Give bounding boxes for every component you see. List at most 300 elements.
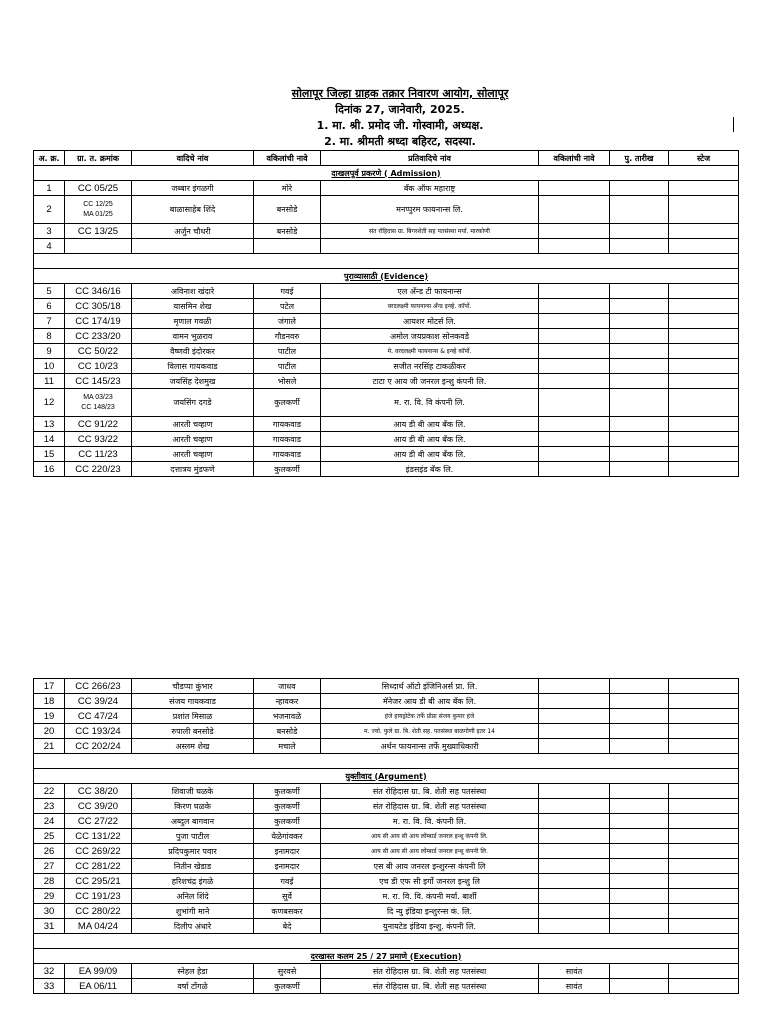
serial-cell: 18 (34, 694, 65, 709)
case-number-cell (65, 389, 132, 417)
serial-cell: 10 (34, 359, 65, 374)
opponent-cell: मनप्पुरम फायनान्स लि. (321, 196, 539, 224)
complainant-cell: आरती चव्हाण (132, 417, 254, 432)
complainant-advocate-cell (254, 239, 321, 254)
complainant-cell: रुपाली बनसोडे (132, 724, 254, 739)
text-cursor-mark (733, 117, 734, 132)
opponent-advocate-cell (539, 724, 610, 739)
stage-cell (669, 344, 739, 359)
table-row (34, 799, 739, 814)
next-date-cell (610, 874, 669, 889)
next-date-cell (610, 739, 669, 754)
opponent-cell: आय डी बी आय बँक लि. (321, 447, 539, 462)
complainant-cell: संजय गायकवाड (132, 694, 254, 709)
complainant-advocate-cell: इनामदार (254, 859, 321, 874)
opponent-cell: टाटा ए आय जी जनरल इन्शु कंपनी लि. (321, 374, 539, 389)
stage-cell (669, 359, 739, 374)
col-complainant-advocate: वकिलांची नावे (254, 151, 321, 166)
opponent-cell: अमोल जयप्रकाश सोनकवडे (321, 329, 539, 344)
serial-cell: 23 (34, 799, 65, 814)
serial-cell: 15 (34, 447, 65, 462)
stage-cell (669, 829, 739, 844)
next-date-cell (610, 196, 669, 224)
section-row-argument (34, 769, 739, 784)
serial-cell: 1 (34, 181, 65, 196)
cause-list-table-page-1 (33, 150, 739, 477)
table-row (34, 964, 739, 979)
table-row (34, 181, 739, 196)
table-row (34, 844, 739, 859)
stage-cell (669, 814, 739, 829)
next-date-cell (610, 417, 669, 432)
complainant-cell: आरती चव्हाण (132, 447, 254, 462)
complainant-cell: जब्बार इंगळगी (132, 181, 254, 196)
next-date-cell (610, 359, 669, 374)
opponent-cell: अर्थन फायनान्स तर्फे मुख्याधिकारी (321, 739, 539, 754)
stage-cell (669, 679, 739, 694)
col-next-date: पु. तारीख (610, 151, 669, 166)
serial-cell: 13 (34, 417, 65, 432)
case-number-cell: CC 13/25 (65, 224, 132, 239)
complainant-advocate-cell: कुलकर्णी (254, 979, 321, 994)
case-number-cell: CC 93/22 (65, 432, 132, 447)
section-label: युक्तीवाद (Argument) (34, 769, 739, 784)
case-number-cell: MA 04/24 (65, 919, 132, 934)
opponent-cell: संत रोहिदास ग्रा. बिगरशेती सह पतसंस्था मर्या. मारकोणी (321, 224, 539, 239)
cause-list-table-page-2 (33, 678, 739, 994)
table-row (34, 344, 739, 359)
stage-cell (669, 904, 739, 919)
serial-cell: 7 (34, 314, 65, 329)
complainant-advocate-cell: गायकवाड (254, 447, 321, 462)
complainant-advocate-cell: बेदे (254, 919, 321, 934)
complainant-advocate-cell: भोसले (254, 374, 321, 389)
member-president: 1. मा. श्री. प्रमोद जी. गोस्वामी, अध्यक्ष. (316, 119, 484, 132)
complainant-advocate-cell: कुलकर्णी (254, 389, 321, 417)
opponent-advocate-cell (539, 739, 610, 754)
serial-cell: 21 (34, 739, 65, 754)
complainant-cell: जयसिंग दगडे (132, 389, 254, 417)
table-row (34, 919, 739, 934)
case-number-cell: CC 38/20 (65, 784, 132, 799)
stage-cell (669, 284, 739, 299)
case-number-cell: CC 202/24 (65, 739, 132, 754)
complainant-cell: यासमिन शेख (132, 299, 254, 314)
case-number-cell: CC 220/23 (65, 462, 132, 477)
complainant-cell: अविनाश खंदारे (132, 284, 254, 299)
table-row (34, 284, 739, 299)
serial-cell: 25 (34, 829, 65, 844)
opponent-advocate-cell (539, 694, 610, 709)
next-date-cell (610, 224, 669, 239)
complainant-cell: नितीन खेडाड (132, 859, 254, 874)
serial-cell: 29 (34, 889, 65, 904)
serial-cell: 28 (34, 874, 65, 889)
complainant-cell: दिलीप अंधारे (132, 919, 254, 934)
complainant-advocate-cell: बनसोडे (254, 224, 321, 239)
table-row (34, 904, 739, 919)
section-label: दाखलपूर्व प्रकरणे ( Admission) (34, 166, 739, 181)
opponent-cell: युनायटेड इंडिया इन्शु. कंपनी लि. (321, 919, 539, 934)
opponent-advocate-cell (539, 344, 610, 359)
spacer-row (34, 254, 739, 269)
case-number-cell (65, 239, 132, 254)
next-date-cell (610, 724, 669, 739)
serial-cell: 16 (34, 462, 65, 477)
serial-cell: 12 (34, 389, 65, 417)
serial-cell: 30 (34, 904, 65, 919)
complainant-advocate-cell: कुलकर्णी (254, 799, 321, 814)
complainant-advocate-cell: जाधव (254, 679, 321, 694)
serial-cell: 4 (34, 239, 65, 254)
stage-cell (669, 196, 739, 224)
next-date-cell (610, 344, 669, 359)
serial-cell: 27 (34, 859, 65, 874)
opponent-advocate-cell (539, 814, 610, 829)
opponent-advocate-cell (539, 799, 610, 814)
spacer-row (34, 754, 739, 769)
case-number-cell: CC 269/22 (65, 844, 132, 859)
next-date-cell (610, 919, 669, 934)
opponent-cell: एच डी एफ सी इर्गो जनरल इन्शु लि (321, 874, 539, 889)
complainant-cell: विलास गायकवाड (132, 359, 254, 374)
opponent-cell: संत रोहिदास ग्रा. बि. शेती सह पतसंस्था (321, 964, 539, 979)
complainant-advocate-cell: पाटील (254, 344, 321, 359)
case-number-cell: CC 174/19 (65, 314, 132, 329)
serial-cell: 33 (34, 979, 65, 994)
table-row (34, 374, 739, 389)
next-date-cell (610, 799, 669, 814)
opponent-advocate-cell (539, 299, 610, 314)
complainant-cell: वर्षा टोंगळे (132, 979, 254, 994)
next-date-cell (610, 462, 669, 477)
complainant-advocate-cell: गवई (254, 874, 321, 889)
case-number-cell: CC 346/16 (65, 284, 132, 299)
opponent-advocate-cell (539, 314, 610, 329)
next-date-cell (610, 694, 669, 709)
stage-cell (669, 314, 739, 329)
col-opponent: प्रतिवादिचे नांव (321, 151, 539, 166)
case-number-cell: CC 50/22 (65, 344, 132, 359)
serial-cell: 19 (34, 709, 65, 724)
opponent-cell: आय डी बी आय बँक लि. (321, 432, 539, 447)
opponent-advocate-cell: सावंत (539, 979, 610, 994)
opponent-advocate-cell (539, 196, 610, 224)
table-row (34, 724, 739, 739)
next-date-cell (610, 964, 669, 979)
next-date-cell (610, 904, 669, 919)
table-header-row (34, 151, 739, 166)
next-date-cell (610, 784, 669, 799)
complainant-cell: शिवाजी घळके (132, 784, 254, 799)
serial-cell: 24 (34, 814, 65, 829)
next-date-cell (610, 829, 669, 844)
table-row (34, 447, 739, 462)
spacer-row (34, 934, 739, 949)
table-row (34, 814, 739, 829)
case-number-primary: CC 12/25 (83, 200, 113, 208)
complainant-advocate-cell: बनसोडे (254, 196, 321, 224)
case-number-cell: CC 145/23 (65, 374, 132, 389)
serial-cell: 31 (34, 919, 65, 934)
section-row-execution (34, 949, 739, 964)
stage-cell (669, 859, 739, 874)
complainant-cell: प्रदिपकुमार पवार (132, 844, 254, 859)
table-row (34, 224, 739, 239)
stage-cell (669, 889, 739, 904)
complainant-advocate-cell: गौडनवरु (254, 329, 321, 344)
stage-cell (669, 724, 739, 739)
opponent-cell: आय डी बी आय बँक लि. (321, 417, 539, 432)
opponent-cell: वरदलक्ष्मी फायनान्स अँन्ड इन्व्हे. कॉर्पो. (321, 299, 539, 314)
case-number-cell: CC 10/23 (65, 359, 132, 374)
opponent-cell: आयशर मोटर्स लि. (321, 314, 539, 329)
complainant-cell: वैष्णवी इंदोरकर (132, 344, 254, 359)
opponent-cell: आय सी आय सी आय लोंम्बार्ड जनरल इन्शु कंपनी लि. (321, 844, 539, 859)
next-date-cell (610, 181, 669, 196)
stage-cell (669, 432, 739, 447)
opponent-advocate-cell (539, 389, 610, 417)
stage-cell (669, 181, 739, 196)
table-row (34, 859, 739, 874)
opponent-advocate-cell (539, 829, 610, 844)
case-number-secondary: CC 148/23 (81, 403, 115, 411)
complainant-cell: हरिशचंद्र इंगळे (132, 874, 254, 889)
opponent-cell: बँक ऑफ महाराष्ट्र (321, 181, 539, 196)
table-row (34, 874, 739, 889)
stage-cell (669, 964, 739, 979)
serial-cell: 11 (34, 374, 65, 389)
next-date-cell (610, 299, 669, 314)
complainant-cell: पुजा पाटील (132, 829, 254, 844)
case-number-primary: MA 03/23 (83, 393, 113, 401)
complainant-advocate-cell: न्हावकर (254, 694, 321, 709)
next-date-cell (610, 679, 669, 694)
complainant-advocate-cell: कुलकर्णी (254, 784, 321, 799)
next-date-cell (610, 859, 669, 874)
stage-cell (669, 417, 739, 432)
complainant-cell: चौडप्पा कुंभार (132, 679, 254, 694)
case-number-cell: CC 281/22 (65, 859, 132, 874)
opponent-advocate-cell (539, 239, 610, 254)
opponent-cell: एस बी आय जनरल इन्शुरन्स कंपनी लि (321, 859, 539, 874)
stage-cell (669, 739, 739, 754)
stage-cell (669, 389, 739, 417)
complainant-advocate-cell: सुर्वे (254, 889, 321, 904)
complainant-advocate-cell: गवई (254, 284, 321, 299)
opponent-cell: मॅनेजर आय डी बी आय बँक लि. (321, 694, 539, 709)
complainant-advocate-cell: पाटील (254, 359, 321, 374)
stage-cell (669, 447, 739, 462)
commission-title: सोलापूर जिल्हा ग्राहक तक्रार निवारण आयोग, सोलापूर (291, 87, 509, 100)
serial-cell: 6 (34, 299, 65, 314)
serial-cell: 2 (34, 196, 65, 224)
opponent-advocate-cell (539, 329, 610, 344)
opponent-advocate-cell: सावंत (539, 964, 610, 979)
table-row (34, 709, 739, 724)
opponent-cell: म. ज्यो. फुले ग्रा. बि. शेती सह. पतसंस्था बाळगोणी इतर 14 (321, 724, 539, 739)
col-stage: स्टेज (669, 151, 739, 166)
stage-cell (669, 979, 739, 994)
table-row (34, 679, 739, 694)
opponent-advocate-cell (539, 284, 610, 299)
complainant-advocate-cell: येळेगांवकर (254, 829, 321, 844)
next-date-cell (610, 447, 669, 462)
case-number-cell: CC 39/24 (65, 694, 132, 709)
opponent-cell: आय सी आय सी आय लोंम्बार्ड जनरल इन्शु कंपनी लि. (321, 829, 539, 844)
opponent-advocate-cell (539, 359, 610, 374)
table-row (34, 389, 739, 417)
opponent-advocate-cell (539, 679, 610, 694)
stage-cell (669, 299, 739, 314)
complainant-advocate-cell: कणबसकर (254, 904, 321, 919)
case-number-cell: CC 11/23 (65, 447, 132, 462)
serial-cell: 26 (34, 844, 65, 859)
serial-cell: 20 (34, 724, 65, 739)
serial-cell: 3 (34, 224, 65, 239)
complainant-advocate-cell: भजनावळे (254, 709, 321, 724)
stage-cell (669, 329, 739, 344)
case-number-cell: CC 191/23 (65, 889, 132, 904)
next-date-cell (610, 374, 669, 389)
case-number-cell: CC 27/22 (65, 814, 132, 829)
case-number-cell (65, 196, 132, 224)
opponent-advocate-cell (539, 874, 610, 889)
member-secondary: 2. मा. श्रीमती श्रध्दा बहिरट, सदस्या. (324, 135, 476, 148)
table-row (34, 889, 739, 904)
complainant-cell (132, 239, 254, 254)
serial-cell: 8 (34, 329, 65, 344)
complainant-advocate-cell: पटेल (254, 299, 321, 314)
next-date-cell (610, 889, 669, 904)
complainant-advocate-cell: गायकवाड (254, 432, 321, 447)
opponent-advocate-cell (539, 784, 610, 799)
opponent-cell: संत रोहिदास ग्रा. बि. शेती सह पतसंस्था (321, 799, 539, 814)
complainant-cell: अब्दुल बागवान (132, 814, 254, 829)
section-label: पुराव्यासाठी (Evidence) (34, 269, 739, 284)
stage-cell (669, 462, 739, 477)
opponent-cell: सजीत नरसिंह टाकळीकर (321, 359, 539, 374)
complainant-cell: जयसिंह देशमुख (132, 374, 254, 389)
complainant-cell: शुभांगी माने (132, 904, 254, 919)
table-row (34, 784, 739, 799)
col-serial: अ. क्र. (34, 151, 65, 166)
serial-cell: 5 (34, 284, 65, 299)
case-number-cell: CC 05/25 (65, 181, 132, 196)
complainant-advocate-cell: इनामदार (254, 844, 321, 859)
section-row-evidence (34, 269, 739, 284)
opponent-cell: सिध्दार्थ ऑटो इंजिनिअर्स प्रा. लि. (321, 679, 539, 694)
table-row (34, 462, 739, 477)
opponent-cell: हंजे हायड्रोटेक तर्फे प्रोप्रा संजय कुमार हंजे (321, 709, 539, 724)
stage-cell (669, 799, 739, 814)
opponent-cell: मे. वरदलक्ष्मी फायनान्स & इन्व्हे कॉर्पो. (321, 344, 539, 359)
col-case-number: ग्रा. त. क्रमांक (65, 151, 132, 166)
next-date-cell (610, 314, 669, 329)
serial-cell: 9 (34, 344, 65, 359)
next-date-cell (610, 389, 669, 417)
next-date-cell (610, 284, 669, 299)
opponent-advocate-cell (539, 462, 610, 477)
serial-cell: 32 (34, 964, 65, 979)
stage-cell (669, 374, 739, 389)
section-row-admission (34, 166, 739, 181)
stage-cell (669, 844, 739, 859)
table-row (34, 739, 739, 754)
case-number-secondary: MA 01/25 (83, 210, 113, 218)
opponent-cell: म. रा. वि. वि. कंपनी लि. (321, 814, 539, 829)
serial-cell: 14 (34, 432, 65, 447)
serial-cell: 17 (34, 679, 65, 694)
case-number-cell: EA 06/11 (65, 979, 132, 994)
stage-cell (669, 694, 739, 709)
case-number-cell: CC 131/22 (65, 829, 132, 844)
opponent-advocate-cell (539, 844, 610, 859)
table-row (34, 417, 739, 432)
opponent-advocate-cell (539, 181, 610, 196)
opponent-cell: दि न्यु इंडिया इन्शुरन्स कं. लि. (321, 904, 539, 919)
complainant-advocate-cell: बनसोडे (254, 724, 321, 739)
opponent-advocate-cell (539, 447, 610, 462)
case-number-cell: EA 99/09 (65, 964, 132, 979)
stage-cell (669, 919, 739, 934)
complainant-advocate-cell: कुलकर्णी (254, 814, 321, 829)
complainant-cell: प्रशांत मिसाळ (132, 709, 254, 724)
table-row (34, 239, 739, 254)
complainant-cell: आरती चव्हाण (132, 432, 254, 447)
case-number-cell: CC 193/24 (65, 724, 132, 739)
case-number-cell: CC 266/23 (65, 679, 132, 694)
opponent-cell: एल अँन्ड टी फायनान्स (321, 284, 539, 299)
section-label: दरखास्त कलम 25 / 27 प्रमाणे (Execution) (34, 949, 739, 964)
complainant-advocate-cell: मचाले (254, 739, 321, 754)
case-number-cell: CC 280/22 (65, 904, 132, 919)
complainant-cell: स्नेहल हेडा (132, 964, 254, 979)
opponent-cell: म. रा. वि. वि. कंपनी मर्या. बार्शी (321, 889, 539, 904)
stage-cell (669, 709, 739, 724)
complainant-cell: बाळासाहेब शिंदे (132, 196, 254, 224)
stage-cell (669, 224, 739, 239)
complainant-advocate-cell: सुरवसे (254, 964, 321, 979)
complainant-cell: अस्लम शेख (132, 739, 254, 754)
table-row (34, 314, 739, 329)
hearing-date: दिनांक 27, जानेवारी, 2025. (335, 103, 465, 116)
complainant-cell: वामन भुळराव (132, 329, 254, 344)
next-date-cell (610, 329, 669, 344)
stage-cell (669, 874, 739, 889)
next-date-cell (610, 239, 669, 254)
opponent-advocate-cell (539, 224, 610, 239)
opponent-cell: इंडसइंड बँक लि. (321, 462, 539, 477)
opponent-advocate-cell (539, 904, 610, 919)
table-row (34, 979, 739, 994)
stage-cell (669, 784, 739, 799)
case-number-cell: CC 39/20 (65, 799, 132, 814)
complainant-cell: किरण घळके (132, 799, 254, 814)
case-number-cell: CC 233/20 (65, 329, 132, 344)
opponent-advocate-cell (539, 859, 610, 874)
complainant-advocate-cell: गायकवाड (254, 417, 321, 432)
case-number-cell: CC 305/18 (65, 299, 132, 314)
complainant-advocate-cell: जंगाले (254, 314, 321, 329)
complainant-cell: अनिल शिंदे (132, 889, 254, 904)
table-row (34, 694, 739, 709)
complainant-cell: अर्जुन चौधरी (132, 224, 254, 239)
opponent-advocate-cell (539, 889, 610, 904)
opponent-cell (321, 239, 539, 254)
table-row (34, 359, 739, 374)
table-row (34, 299, 739, 314)
